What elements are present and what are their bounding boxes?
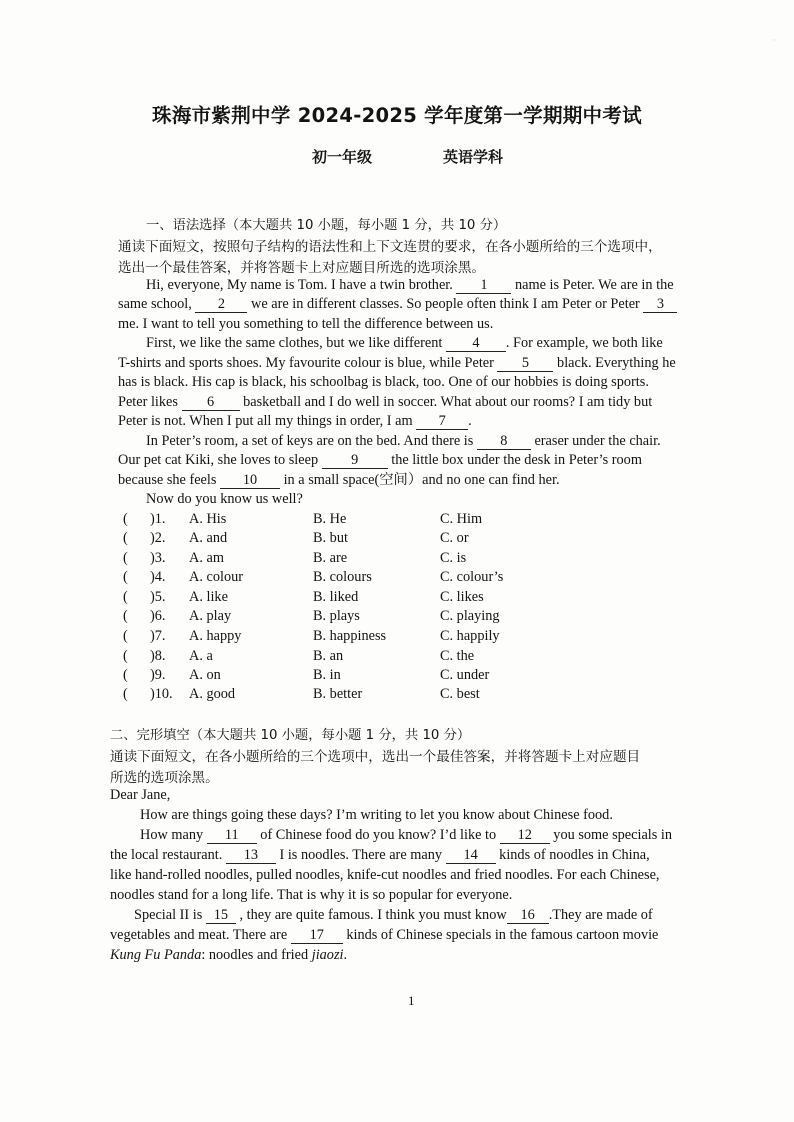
passage1-line: Hi, everyone, My name is Tom. I have a twin brother. 1 name is Peter. We are in the xyxy=(146,277,674,293)
answer-blank[interactable]: 8 xyxy=(477,433,531,450)
answer-blank[interactable]: 14 xyxy=(446,847,496,864)
option-c[interactable]: C. happily xyxy=(440,628,500,644)
option-b[interactable]: B. plays xyxy=(313,608,360,624)
passage1-line: same school, 2 we are in different classes. So people often think I am Peter or Peter 3 xyxy=(118,295,677,313)
answer-blank[interactable]: 3 xyxy=(643,296,677,313)
answer-blank[interactable]: 1 xyxy=(456,277,511,294)
option-a[interactable]: A. a xyxy=(189,648,213,664)
option-b[interactable]: B. colours xyxy=(313,569,372,585)
grade-label: 初一年级 xyxy=(312,148,373,166)
letter-greeting: Dear Jane, xyxy=(110,787,171,803)
question-number: )2. xyxy=(150,530,166,546)
passage2-line: vegetables and meat. There are 17 kinds of Chinese specials in the famous cartoon movie xyxy=(110,927,659,943)
answer-paren[interactable]: ( xyxy=(123,686,128,702)
question-number: )4. xyxy=(150,569,166,585)
answer-blank[interactable]: 16 xyxy=(507,907,549,924)
answer-blank[interactable]: 6 xyxy=(182,394,240,411)
answer-blank[interactable]: 15 xyxy=(206,907,236,924)
answer-blank[interactable]: 5 xyxy=(497,355,553,372)
question-number: )6. xyxy=(150,608,166,624)
option-a[interactable]: A. His xyxy=(189,511,227,527)
answer-paren[interactable]: ( xyxy=(123,628,128,644)
answer-blank[interactable]: 13 xyxy=(226,847,276,864)
option-b[interactable]: B. but xyxy=(313,530,348,546)
section2-heading: 二、完形填空（本大题共 10 小题，每小题 1 分，共 10 分） xyxy=(110,728,471,743)
question-number: )5. xyxy=(150,589,166,605)
option-b[interactable]: B. an xyxy=(313,648,344,664)
answer-blank[interactable]: 11 xyxy=(207,827,257,844)
option-a[interactable]: A. like xyxy=(189,589,228,605)
answer-blank[interactable]: 12 xyxy=(500,827,550,844)
option-c[interactable]: C. best xyxy=(440,686,480,702)
question-number: )3. xyxy=(150,550,166,566)
passage1-line: Peter likes 6 basketball and I do well in soccer. What about our rooms? I am tidy but xyxy=(118,394,653,410)
option-a[interactable]: A. happy xyxy=(189,628,242,644)
answer-paren[interactable]: ( xyxy=(123,648,128,664)
passage1-line: Our pet cat Kiki, she loves to sleep 9 the little box under the desk in Peter’s room xyxy=(118,452,642,468)
question-number: )9. xyxy=(150,667,166,683)
question-number: )1. xyxy=(150,511,166,527)
section1-heading: 一、语法选择（本大题共 10 小题，每小题 1 分，共 10 分） xyxy=(146,218,507,233)
food-name: jiaozi xyxy=(311,947,344,963)
answer-paren[interactable]: ( xyxy=(123,589,128,605)
page-number: 1 xyxy=(408,993,415,1008)
answer-paren[interactable]: ( xyxy=(123,511,128,527)
passage1-line: T-shirts and sports shoes. My favourite colour is blue, while Peter 5 black. Everything he xyxy=(118,355,676,371)
option-c[interactable]: C. playing xyxy=(440,608,500,624)
answer-blank[interactable]: 4 xyxy=(446,335,506,352)
option-c[interactable]: C. or xyxy=(440,530,469,546)
question-number: )8. xyxy=(150,648,166,664)
passage1-line: me. I want to tell you something to tell the difference between us. xyxy=(118,316,494,332)
answer-blank[interactable]: 17 xyxy=(291,927,343,944)
option-c[interactable]: C. the xyxy=(440,648,475,664)
option-b[interactable]: B. happiness xyxy=(313,628,387,644)
section1-instruction-1: 通读下面短文，按照句子结构的语法性和上下文连贯的要求，在各小题所给的三个选项中， xyxy=(118,239,662,255)
option-a[interactable]: A. am xyxy=(189,550,224,566)
passage2-line: like hand-rolled noodles, pulled noodles, knife-cut noodles and fried noodles. For each Chinese, xyxy=(110,867,660,883)
answer-blank[interactable]: 2 xyxy=(195,296,247,313)
answer-blank[interactable]: 7 xyxy=(416,413,468,430)
passage2-line: Special II is 15 , they are quite famous. I think you must know 16 .They are made of xyxy=(134,907,653,923)
passage2-line: Kung Fu Panda: noodles and fried jiaozi. xyxy=(110,947,348,963)
passage1-line: In Peter’s room, a set of keys are on the bed. And there is 8 eraser under the chair. xyxy=(146,433,661,449)
movie-title: Kung Fu Panda xyxy=(110,947,202,963)
passage1-line: Peter is not. When I put all my things in order, I am 7 . xyxy=(118,413,472,429)
option-a[interactable]: A. good xyxy=(189,686,236,702)
answer-paren[interactable]: ( xyxy=(123,569,128,585)
passage1-line: has is black. His cap is black, his schoolbag is black, too. One of our hobbies is doing sports. xyxy=(118,374,649,390)
exam-title: 珠海市紫荆中学 2024-2025 学年度第一学期期中考试 xyxy=(152,104,642,127)
option-c[interactable]: C. colour’s xyxy=(440,569,504,585)
question-number: )10. xyxy=(150,686,173,702)
option-b[interactable]: B. He xyxy=(313,511,347,527)
option-a[interactable]: A. on xyxy=(189,667,221,683)
section1-instruction-2: 选出一个最佳答案，并将答题卡上对应题目所选的选项涂黑。 xyxy=(118,260,486,276)
subject-label: 英语学科 xyxy=(443,148,504,166)
passage1-line: First, we like the same clothes, but we like different 4 . For example, we both like xyxy=(146,335,663,351)
option-c[interactable]: C. is xyxy=(440,550,467,566)
passage1-line: Now do you know us well? xyxy=(146,491,303,507)
option-c[interactable]: C. Him xyxy=(440,511,483,527)
passage2-line: noodles stand for a long life. That is why it is so popular for everyone. xyxy=(110,887,513,903)
passage1-line: because she feels 10 in a small space(空间）and no one can find her. xyxy=(118,472,560,488)
section2-instruction-2: 所选的选项涂黑。 xyxy=(110,770,219,786)
answer-paren[interactable]: ( xyxy=(123,608,128,624)
passage2-line: How are things going these days? I’m writing to let you know about Chinese food. xyxy=(140,807,613,823)
answer-blank[interactable]: 10 xyxy=(220,472,280,489)
answer-paren[interactable]: ( xyxy=(123,530,128,546)
passage2-line: How many 11 of Chinese food do you know? I’d like to 12 you some specials in xyxy=(140,827,673,843)
passage2-line: the local restaurant. 13 I is noodles. There are many 14 kinds of noodles in China, xyxy=(110,847,650,863)
option-a[interactable]: A. and xyxy=(189,530,228,546)
option-a[interactable]: A. colour xyxy=(189,569,243,585)
answer-blank[interactable]: 9 xyxy=(322,452,388,469)
option-b[interactable]: B. liked xyxy=(313,589,359,605)
section2-instruction-1: 通读下面短文，在各小题所给的三个选项中，选出一个最佳答案，并将答题卡上对应题目 xyxy=(110,749,641,765)
option-a[interactable]: A. play xyxy=(189,608,232,624)
question-number: )7. xyxy=(150,628,166,644)
option-c[interactable]: C. under xyxy=(440,667,490,683)
answer-paren[interactable]: ( xyxy=(123,667,128,683)
option-b[interactable]: B. better xyxy=(313,686,363,702)
option-c[interactable]: C. likes xyxy=(440,589,484,605)
option-b[interactable]: B. are xyxy=(313,550,348,566)
answer-paren[interactable]: ( xyxy=(123,550,128,566)
scan-mark: · xyxy=(773,36,776,45)
option-b[interactable]: B. in xyxy=(313,667,341,683)
